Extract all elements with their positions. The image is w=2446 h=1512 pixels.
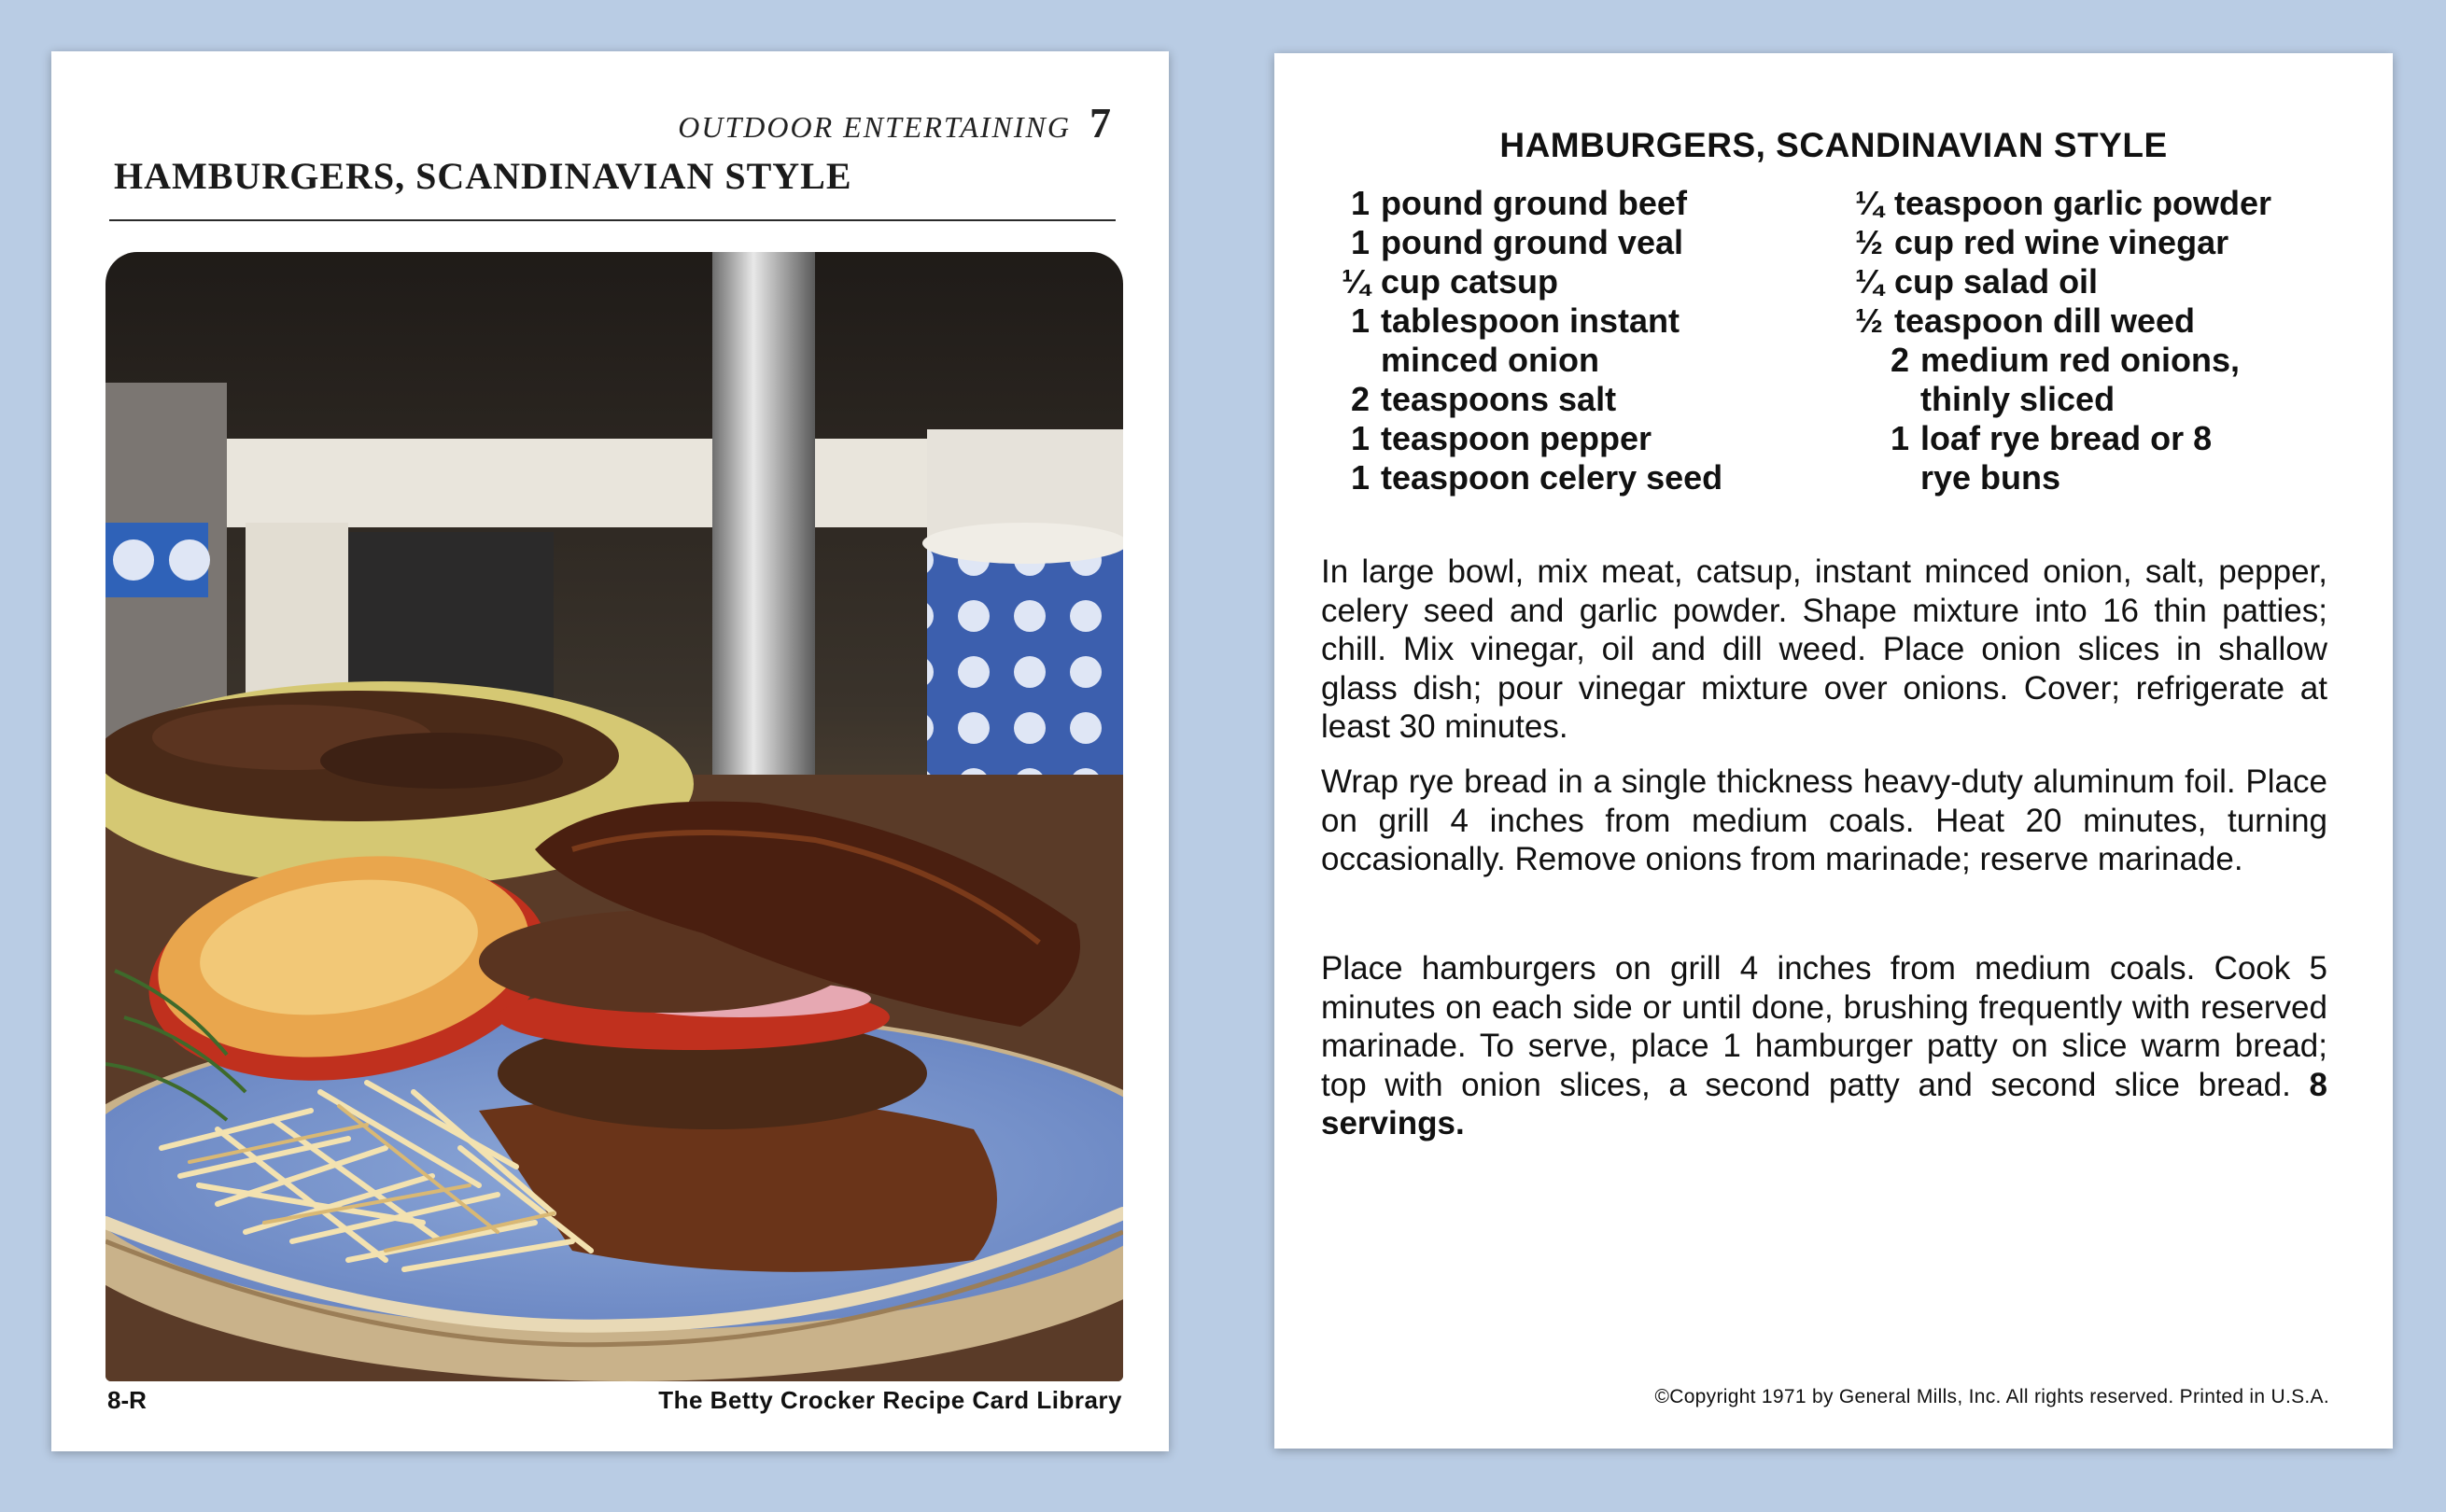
ingredient-qty: 1 bbox=[1350, 301, 1370, 340]
ingredient-qty: 1 bbox=[1890, 419, 1909, 457]
ingredient-text: cup salad oil bbox=[1894, 262, 2099, 301]
ingredient-text: teaspoon garlic powder bbox=[1894, 184, 2272, 222]
section-header bbox=[678, 98, 1113, 147]
front-title: HAMBURGERS, SCANDINAVIAN STYLE bbox=[114, 155, 852, 197]
ingredient-text: pound ground veal bbox=[1381, 223, 1683, 261]
ingredient-item bbox=[1834, 419, 2271, 497]
ingredient-qty: 1 bbox=[1350, 223, 1370, 261]
instructions-step-3-text: Place hamburgers on grill 4 inches from medium coals. Cook 5 minutes on each side or until done, brushing frequently with reserved marinade. To serve, place 1 hamburger patty on slice warm bread; top with onion slices, a second patty and second slice bread. bbox=[1321, 950, 2327, 1103]
ingredient-qty: ¼ bbox=[1854, 184, 1883, 222]
ingredient-qty: ½ bbox=[1854, 223, 1883, 261]
title-divider bbox=[109, 219, 1116, 221]
copyright-notice: ©Copyright 1971 by General Mills, Inc. All rights reserved. Printed in U.S.A. bbox=[1654, 1386, 2329, 1407]
recipe-card-back bbox=[1274, 53, 2393, 1449]
ingredient-text-cont: minced onion bbox=[1381, 341, 1599, 379]
ingredient-item bbox=[1834, 184, 2271, 223]
card-code: 8-R bbox=[107, 1386, 147, 1414]
hamburger-photo-illustration bbox=[105, 252, 1123, 1381]
ingredient-text: medium red onions, bbox=[1920, 341, 2241, 379]
instructions-step-3 bbox=[1321, 949, 2327, 1143]
ingredient-text: tablespoon instant bbox=[1381, 301, 1680, 340]
ingredients-right bbox=[1834, 184, 2271, 497]
ingredient-item bbox=[1834, 223, 2271, 262]
ingredient-text-cont: rye buns bbox=[1920, 458, 2061, 497]
ingredient-qty: ¼ bbox=[1854, 262, 1883, 301]
ingredient-qty: 2 bbox=[1890, 341, 1909, 379]
instructions-step-1: In large bowl, mix meat, catsup, instant minced onion, salt, pepper, celery seed and garlic powder. Shape mixture into 16 thin patties; chill. Mix vinegar, oil and dill weed. Place onion slices in shallow glass dish; pour vinegar mixture over onions. Cover; refrigerate at least 30 minutes. bbox=[1321, 553, 2327, 745]
ingredient-item bbox=[1321, 223, 1722, 262]
ingredient-text: teaspoon dill weed bbox=[1894, 301, 2196, 340]
ingredient-qty: ½ bbox=[1854, 301, 1883, 340]
ingredient-text: loaf rye bread or 8 bbox=[1920, 419, 2213, 457]
ingredient-text: pound ground beef bbox=[1381, 184, 1687, 222]
ingredient-text: teaspoons salt bbox=[1381, 380, 1617, 418]
ingredient-item bbox=[1321, 419, 1722, 458]
ingredient-item bbox=[1834, 301, 2271, 341]
instructions-step-2: Wrap rye bread in a single thickness heavy-duty aluminum foil. Place on grill 4 inches from medium coals. Heat 20 minutes, turning occasionally. Remove onions from marinade; reserve marinade. bbox=[1321, 763, 2327, 877]
ingredients-left bbox=[1321, 184, 1722, 497]
ingredient-item bbox=[1834, 341, 2271, 419]
ingredient-item bbox=[1834, 262, 2271, 301]
ingredient-text-cont: thinly sliced bbox=[1920, 380, 2116, 418]
servings: 8 servings. bbox=[1321, 1066, 2327, 1141]
section-number: 7 bbox=[1089, 99, 1113, 147]
ingredient-text: teaspoon pepper bbox=[1381, 419, 1652, 457]
ingredient-item bbox=[1321, 380, 1722, 419]
ingredient-qty: ¼ bbox=[1341, 262, 1370, 301]
ingredient-qty: 1 bbox=[1350, 458, 1370, 497]
recipe-title: HAMBURGERS, SCANDINAVIAN STYLE bbox=[1499, 126, 2168, 164]
ingredient-item bbox=[1321, 301, 1722, 380]
ingredient-text: cup red wine vinegar bbox=[1894, 223, 2229, 261]
ingredient-qty: 2 bbox=[1350, 380, 1370, 418]
ingredient-qty: 1 bbox=[1350, 184, 1370, 222]
recipe-card-front bbox=[51, 51, 1169, 1451]
recipe-photo bbox=[105, 252, 1123, 1381]
ingredient-item bbox=[1321, 184, 1722, 223]
ingredient-item bbox=[1321, 458, 1722, 497]
ingredient-text: cup catsup bbox=[1381, 262, 1559, 301]
ingredient-qty: 1 bbox=[1350, 419, 1370, 457]
ingredient-text: teaspoon celery seed bbox=[1381, 458, 1723, 497]
library-name: The Betty Crocker Recipe Card Library bbox=[658, 1386, 1122, 1414]
ingredient-item bbox=[1321, 262, 1722, 301]
section-name: OUTDOOR ENTERTAINING bbox=[678, 110, 1071, 144]
